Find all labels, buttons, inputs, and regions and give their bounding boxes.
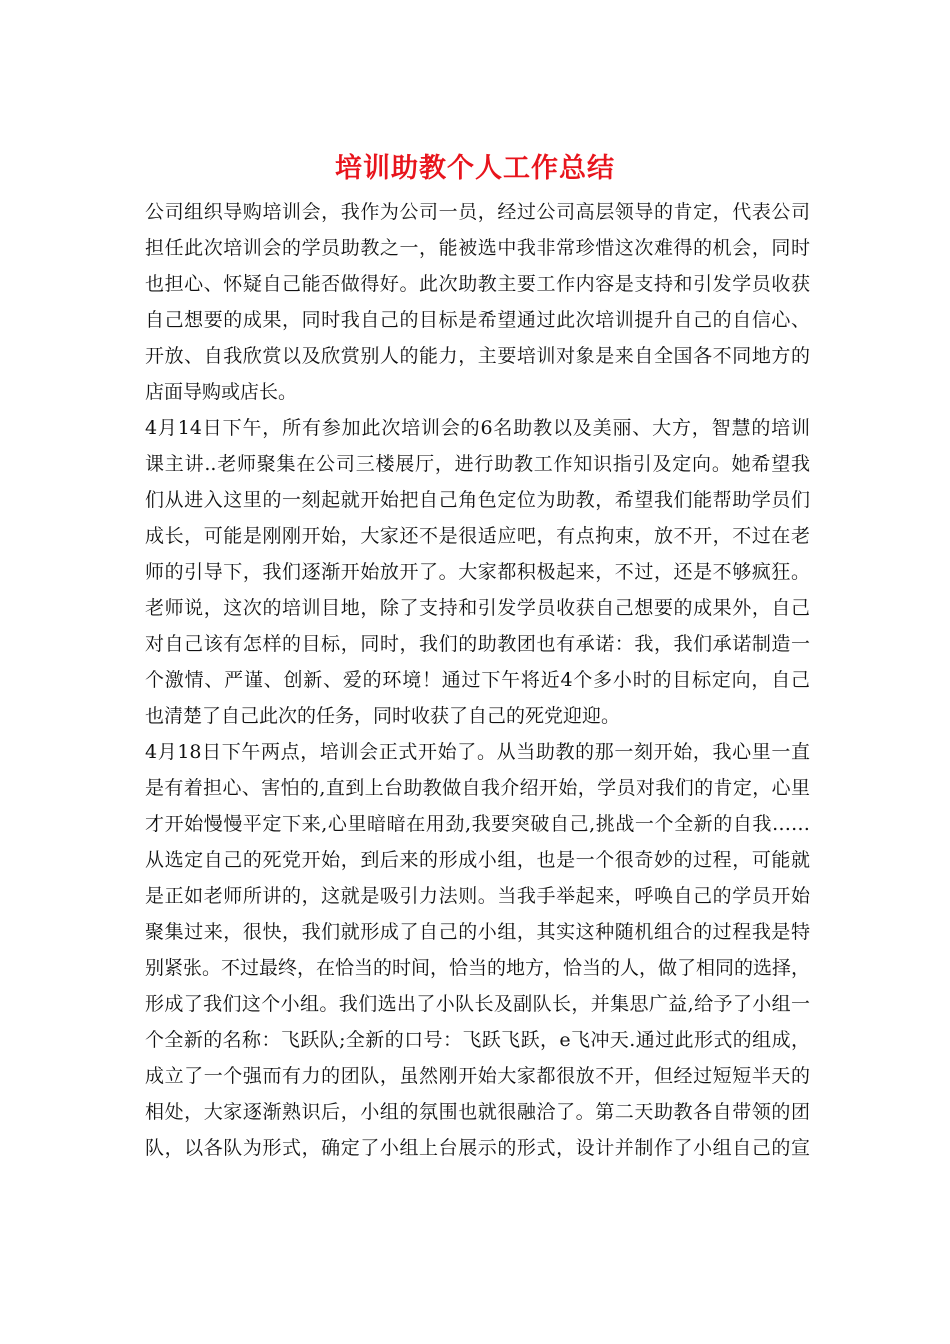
text-line: 4月14日下午，所有参加此次培训会的6名助教以及美丽、大方，智慧的培训 (145, 417, 810, 439)
text-line: 担任此次培训会的学员助教之一，能被选中我非常珍惜这次难得的机会，同时 (145, 237, 810, 259)
text-line: 个全新的名称：飞跃队;全新的口号：飞跃飞跃，e飞冲天.通过此形式的组成， (145, 1029, 810, 1051)
paragraph (145, 194, 810, 410)
text-line: 个激情、严谨、创新、爱的环境！通过下午将近4个多小时的目标定向，自己 (145, 669, 810, 691)
document-title: 培训助教个人工作总结 (335, 153, 615, 184)
paragraph (145, 734, 810, 1166)
text-line: 成立了一个强而有力的团队，虽然刚开始大家都很放不开，但经过短短半天的 (145, 1065, 810, 1087)
text-line: 也担心、怀疑自己能否做得好。此次助教主要工作内容是支持和引发学员收获 (145, 273, 810, 295)
text-line: 才开始慢慢平定下来,心里暗暗在用劲,我要突破自己,挑战一个全新的自我…… (145, 813, 810, 835)
text-line: 师的引导下，我们逐渐开始放开了。大家都积极起来，不过，还是不够疯狂。 (145, 561, 810, 583)
text-line: 开放、自我欣赏以及欣赏别人的能力，主要培训对象是来自全国各不同地方的 (145, 345, 810, 367)
text-line: 课主讲..老师聚集在公司三楼展厅，进行助教工作知识指引及定向。她希望我 (145, 453, 810, 475)
text-line: 队，以各队为形式，确定了小组上台展示的形式，设计并制作了小组自己的宣 (145, 1137, 810, 1159)
text-line: 别紧张。不过最终，在恰当的时间，恰当的地方，恰当的人，做了相同的选择， (145, 957, 810, 979)
text-line: 们从进入这里的一刻起就开始把自己角色定位为助教，希望我们能帮助学员们 (145, 489, 810, 511)
text-line: 对自己该有怎样的目标，同时，我们的助教团也有承诺：我，我们承诺制造一 (145, 633, 810, 655)
text-line: 聚集过来，很快，我们就形成了自己的小组，其实这种随机组合的过程我是特 (145, 921, 810, 943)
text-line: 店面导购或店长。 (145, 381, 298, 403)
text-line: 老师说，这次的培训目地，除了支持和引发学员收获自己想要的成果外，自己 (145, 597, 810, 619)
paragraph (145, 410, 810, 734)
text-line: 从选定自己的死党开始，到后来的形成小组，也是一个很奇妙的过程，可能就 (145, 849, 810, 871)
text-line: 是有着担心、害怕的,直到上台助教做自我介绍开始，学员对我们的肯定，心里 (145, 777, 810, 799)
text-line: 成长，可能是刚刚开始，大家还不是很适应吧，有点拘束，放不开，不过在老 (145, 525, 810, 547)
text-line: 是正如老师所讲的，这就是吸引力法则。当我手举起来，呼唤自己的学员开始 (145, 885, 810, 907)
text-line: 自己想要的成果，同时我自己的目标是希望通过此次培训提升自己的自信心、 (145, 309, 810, 331)
text-line: 4月18日下午两点，培训会正式开始了。从当助教的那一刻开始，我心里一直 (145, 741, 810, 763)
document-body (145, 194, 810, 1166)
text-line: 也清楚了自己此次的任务，同时收获了自己的死党迎迎。 (145, 705, 621, 727)
text-line: 公司组织导购培训会，我作为公司一员，经过公司高层领导的肯定，代表公司 (145, 201, 810, 223)
text-line: 形成了我们这个小组。我们选出了小队长及副队长，并集思广益,给予了小组一 (145, 993, 810, 1015)
text-line: 相处，大家逐渐熟识后，小组的氛围也就很融洽了。第二天助教各自带领的团 (145, 1101, 810, 1123)
